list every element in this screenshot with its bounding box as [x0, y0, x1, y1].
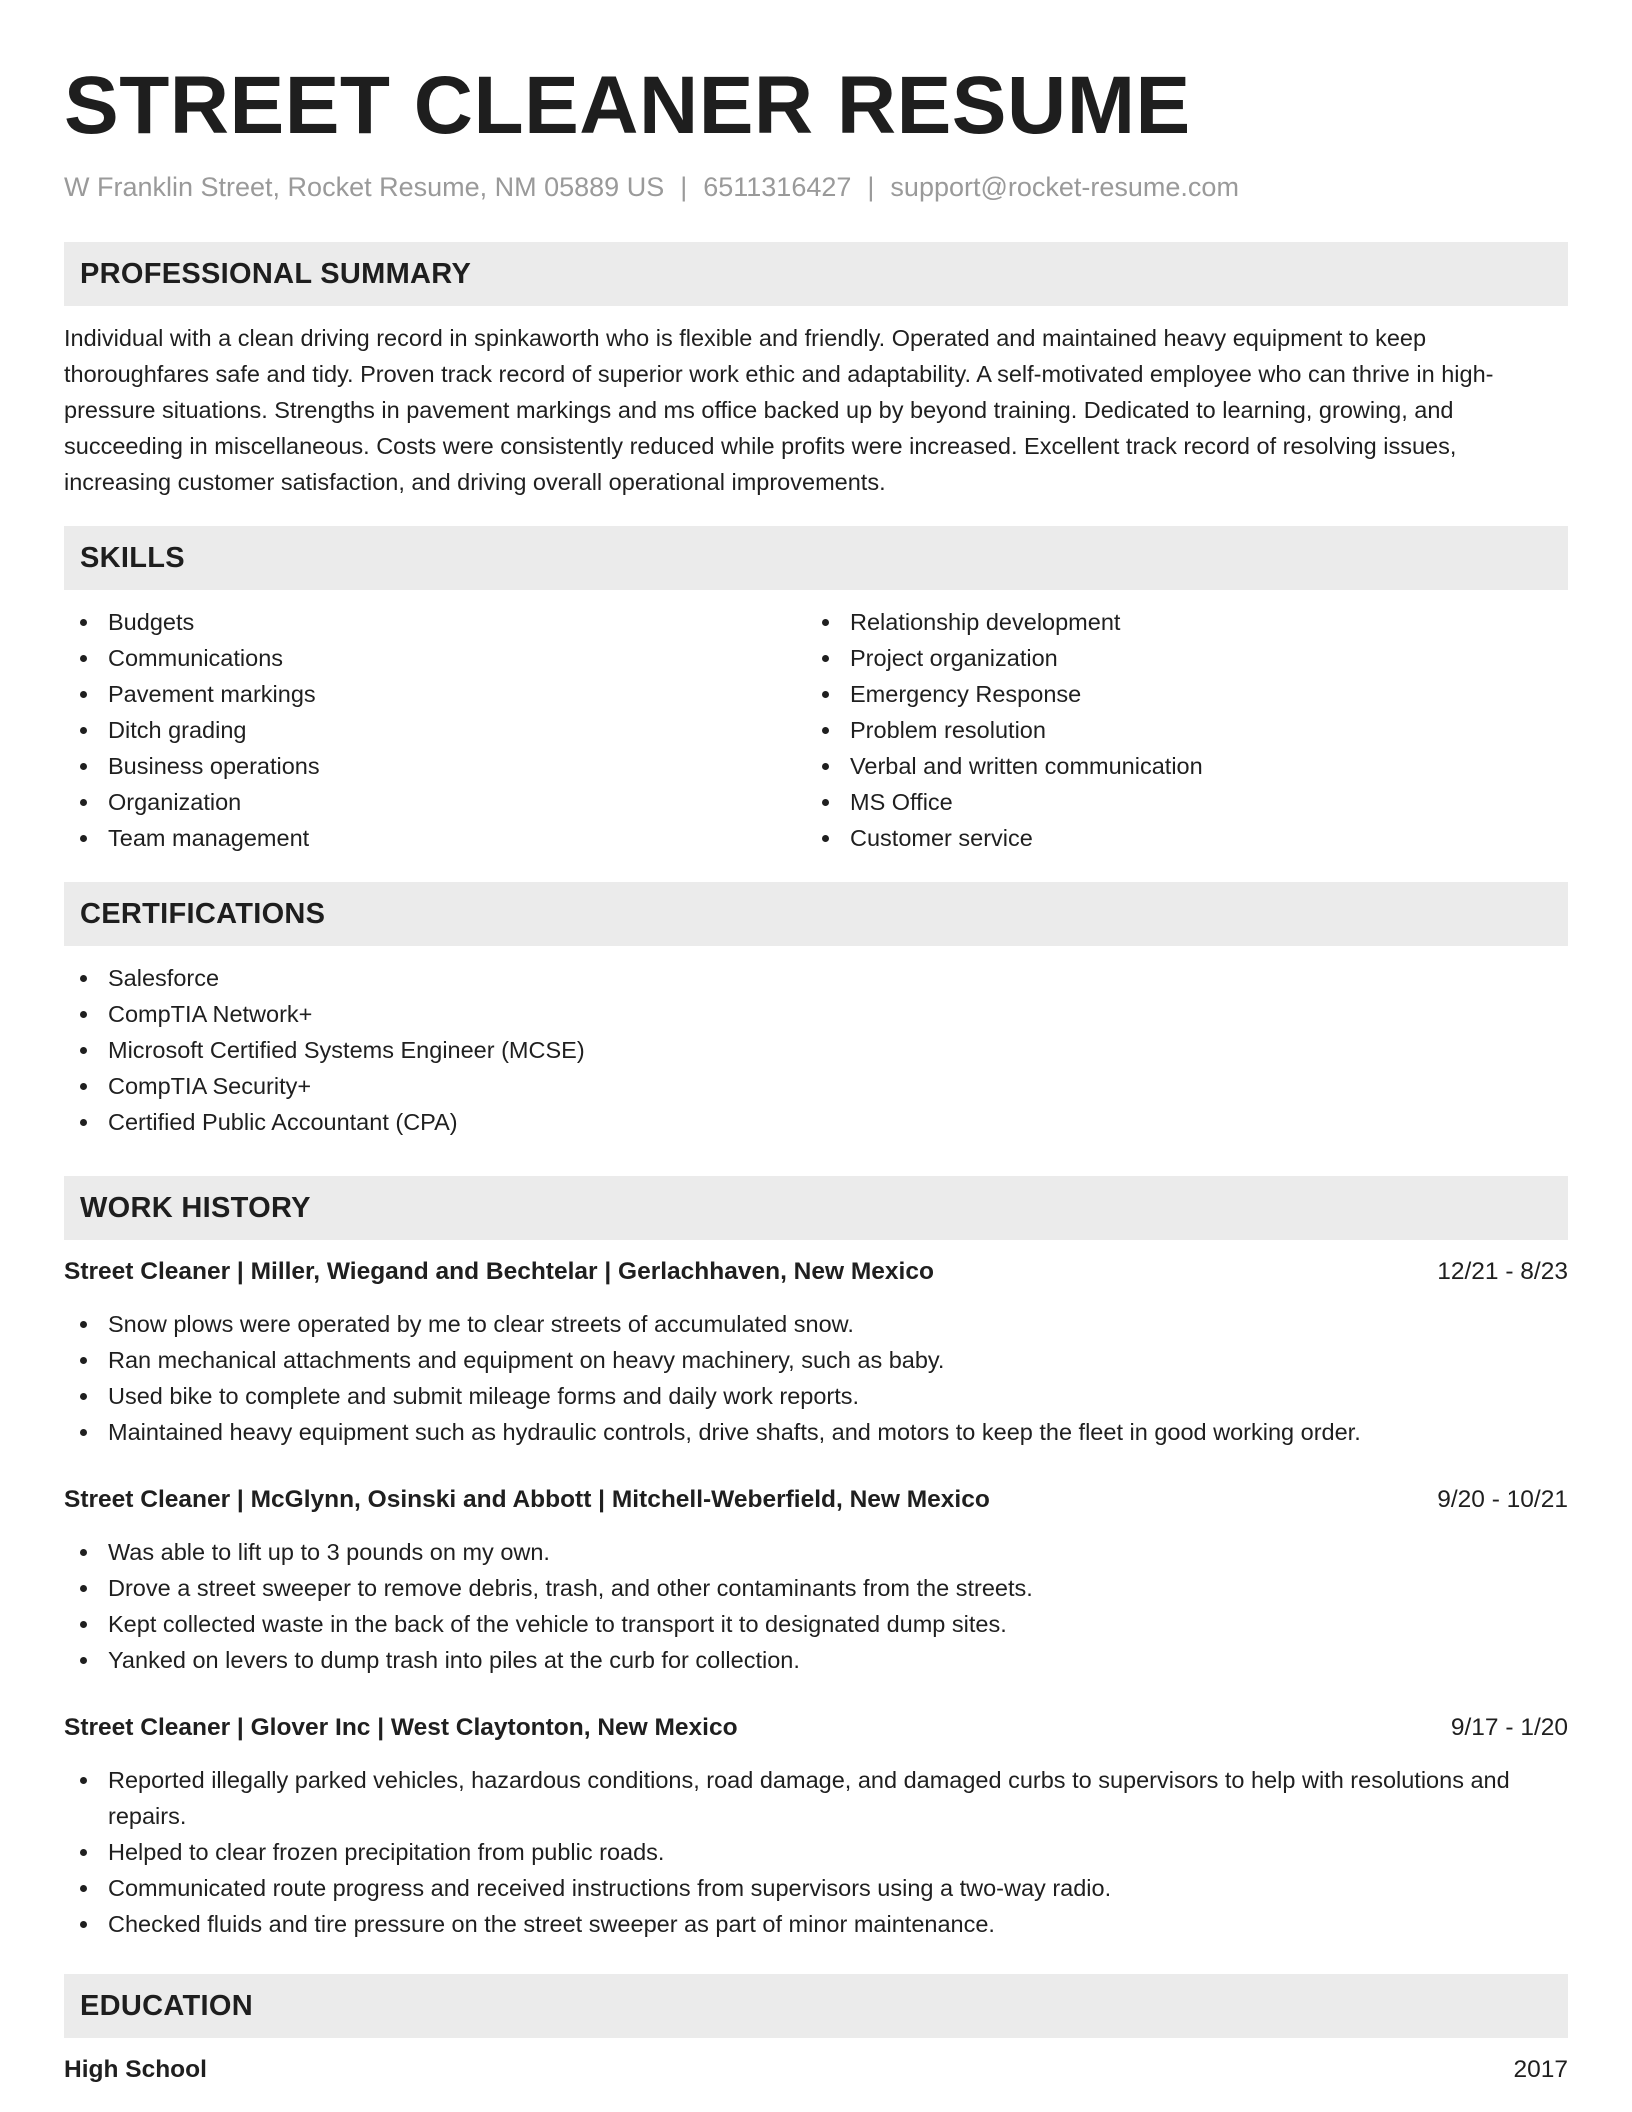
section-title: PROFESSIONAL SUMMARY: [80, 257, 472, 290]
skill-item: Budgets: [64, 604, 806, 640]
resume-title: STREET CLEANER RESUME: [64, 60, 1191, 151]
job-duty-item: Kept collected waste in the back of the vehicle to transport it to designated dump sites.: [64, 1606, 1568, 1642]
job-duty-item: Maintained heavy equipment such as hydraulic controls, drive shafts, and motors to keep the fleet in good working order.: [64, 1414, 1568, 1450]
skill-item: Business operations: [64, 748, 806, 784]
job-duty-item: Was able to lift up to 3 pounds on my own.: [64, 1534, 1568, 1570]
skill-item: Communications: [64, 640, 806, 676]
job-header: [64, 1254, 1568, 1290]
job-title: Street Cleaner | Miller, Wiegand and Bechtelar | Gerlachhaven, New Mexico: [64, 1258, 934, 1285]
skill-item: Relationship development: [806, 604, 1548, 640]
job-duties: [64, 1534, 1568, 1678]
certification-item: CompTIA Security+: [64, 1068, 1568, 1104]
contact-phone: 6511316427: [703, 172, 852, 202]
job-duties: [64, 1762, 1568, 1942]
job-title: Street Cleaner | Glover Inc | West Claytonton, New Mexico: [64, 1714, 738, 1741]
contact-separator: |: [680, 172, 688, 202]
job-duty-item: Yanked on levers to dump trash into piles at the curb for collection.: [64, 1642, 1568, 1678]
job-header: [64, 1710, 1568, 1746]
skill-item: Organization: [64, 784, 806, 820]
section-title: SKILLS: [80, 541, 185, 574]
skill-item: Pavement markings: [64, 676, 806, 712]
contact-line: [64, 170, 1568, 204]
skill-item: MS Office: [806, 784, 1548, 820]
skill-item: Team management: [64, 820, 806, 856]
job-dates: 12/21 - 8/23: [1437, 1258, 1568, 1285]
contact-email[interactable]: support@rocket-resume.com: [890, 172, 1239, 202]
skill-item: Emergency Response: [806, 676, 1548, 712]
job-duty-item: Snow plows were operated by me to clear streets of accumulated snow.: [64, 1306, 1568, 1342]
section-header-work-history: [64, 1176, 1568, 1240]
education-entry: [64, 2052, 1568, 2088]
contact-address: W Franklin Street, Rocket Resume, NM 05889 US: [64, 172, 665, 202]
job-title: Street Cleaner | McGlynn, Osinski and Abbott | Mitchell-Weberfield, New Mexico: [64, 1486, 990, 1513]
skills-list: [64, 604, 1568, 856]
section-header-certifications: [64, 882, 1568, 946]
job-duty-item: Reported illegally parked vehicles, hazardous conditions, road damage, and damaged curbs to supervisors to help with resolutions and repairs.: [64, 1762, 1568, 1834]
job-header: [64, 1482, 1568, 1518]
job-duties: [64, 1306, 1568, 1450]
section-title: CERTIFICATIONS: [80, 897, 326, 930]
job-dates: 9/20 - 10/21: [1437, 1486, 1568, 1513]
job-duty-item: Drove a street sweeper to remove debris, trash, and other contaminants from the streets.: [64, 1570, 1568, 1606]
skill-item: Problem resolution: [806, 712, 1548, 748]
section-header-education: [64, 1974, 1568, 2038]
job-entry: [64, 1254, 1568, 1450]
summary-text: Individual with a clean driving record in spinkaworth who is flexible and friendly. Operated and maintained heavy equipment to keep thoroughfares safe and tidy. Proven track record of superior work ethic and adaptability. A self-motivated employee who can thrive in high-pressure situations. Strengths in pavement markings and ms office backed up by beyond training. Dedicated to learning, growing, and succeeding in miscellaneous. Costs were consistently reduced while profits were increased. Excellent track record of resolving issues, increasing customer satisfaction, and driving overall operational improvements.: [64, 325, 1494, 495]
contact-separator: |: [867, 172, 875, 202]
certification-item: Microsoft Certified Systems Engineer (MCSE): [64, 1032, 1568, 1068]
job-duty-item: Checked fluids and tire pressure on the street sweeper as part of minor maintenance.: [64, 1906, 1568, 1942]
skill-item: Project organization: [806, 640, 1548, 676]
section-header-skills: [64, 526, 1568, 590]
skill-item: Ditch grading: [64, 712, 806, 748]
skill-item: Customer service: [806, 820, 1548, 856]
education-year: 2017: [1513, 2056, 1568, 2083]
skill-item: Verbal and written communication: [806, 748, 1548, 784]
job-entry: [64, 1710, 1568, 1942]
job-dates: 9/17 - 1/20: [1450, 1714, 1568, 1741]
skills-column-left: [64, 604, 806, 856]
section-title: WORK HISTORY: [80, 1191, 311, 1224]
education-school: High School: [64, 2056, 207, 2083]
job-duty-item: Used bike to complete and submit mileage forms and daily work reports.: [64, 1378, 1568, 1414]
job-duty-item: Communicated route progress and received instructions from supervisors using a two-way radio.: [64, 1870, 1568, 1906]
section-title: EDUCATION: [80, 1989, 253, 2022]
certification-item: CompTIA Network+: [64, 996, 1568, 1032]
skills-column-right: [806, 604, 1548, 856]
job-duty-item: Helped to clear frozen precipitation from public roads.: [64, 1834, 1568, 1870]
job-entry: [64, 1482, 1568, 1678]
job-duty-item: Ran mechanical attachments and equipment on heavy machinery, such as baby.: [64, 1342, 1568, 1378]
certifications-list: [64, 960, 1568, 1140]
section-header-summary: [64, 242, 1568, 306]
certification-item: Certified Public Accountant (CPA): [64, 1104, 1568, 1140]
certification-item: Salesforce: [64, 960, 1568, 996]
